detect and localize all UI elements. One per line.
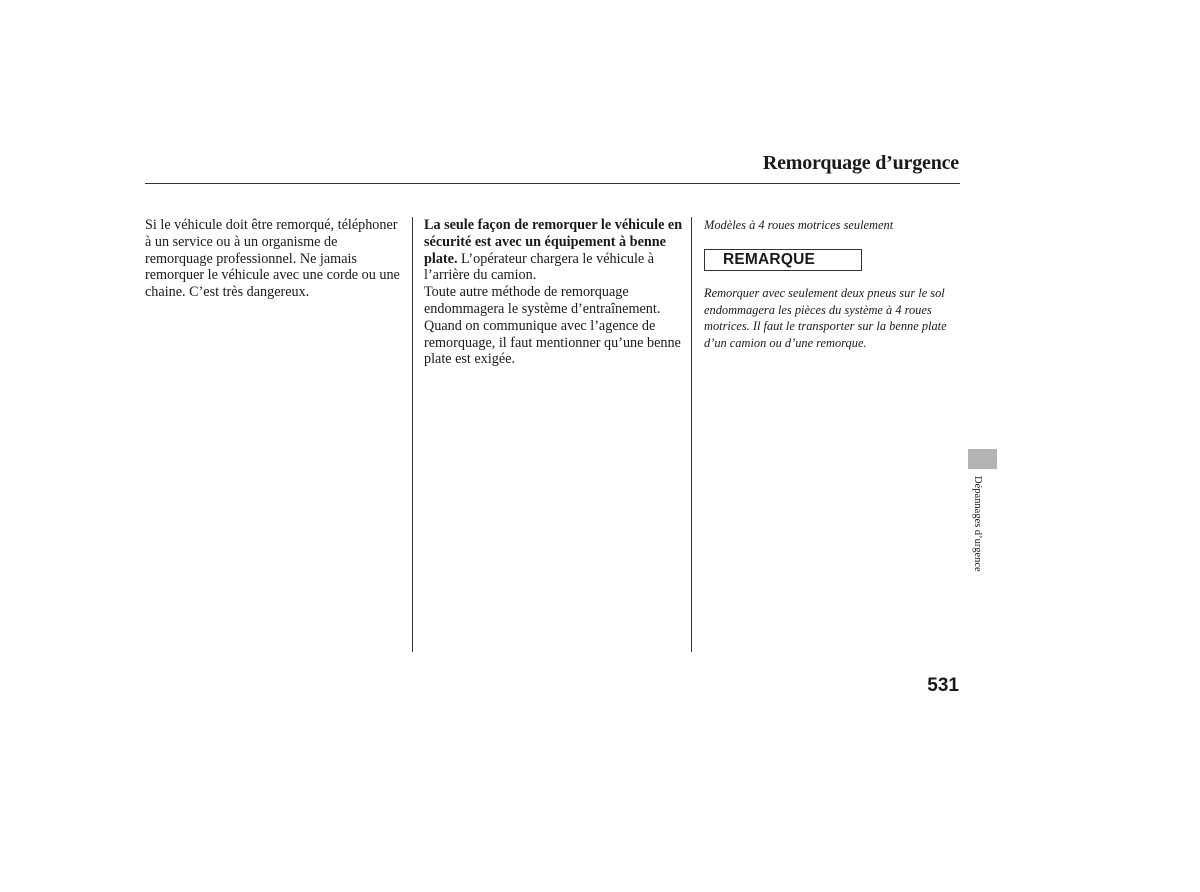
- notice-label: REMARQUE: [704, 249, 862, 271]
- section-tab: [968, 449, 997, 469]
- section-tab-label: Dépannages d’urgence: [972, 476, 983, 572]
- column-2-paragraph-1: [424, 217, 686, 284]
- page-number: 531: [927, 675, 959, 696]
- notice-text: Remorquer avec seulement deux pneus sur le sol endommagera les pièces du système à 4 roues motrices. Il faut le transporter sur la benne plate d’un camion ou d’une remorque.: [704, 285, 947, 351]
- column-divider-1: [412, 217, 413, 652]
- title-rule: [145, 183, 960, 184]
- column-2-intro-rest: L’opérateur chargera le véhicule à l’arrière du camion.: [424, 250, 655, 284]
- column-1-text: Si le véhicule doit être remorqué, téléphoner à un service ou à un organisme de remorquage professionnel. Ne jamais remorquer le véhicule avec une corde ou une chaine. C’est très dangereux.: [145, 217, 400, 301]
- column-1: [145, 217, 403, 301]
- column-2-paragraph-2: Toute autre méthode de remorquage endommagera le système d’entraînement. Quand on communique avec l’agence de remorquage, il faut mentionner qu’une benne plate est exigée.: [424, 284, 681, 368]
- column-2-bold-intro: La seule façon de remorquer le véhicule en sécurité est avec un équipement à benne plate.: [424, 217, 683, 267]
- column-3: [704, 217, 960, 352]
- page-title: Remorquage d’urgence: [762, 152, 959, 174]
- column-2: [424, 217, 686, 368]
- column-divider-2: [691, 217, 692, 652]
- models-note: Modèles à 4 roues motrices seulement: [704, 218, 894, 232]
